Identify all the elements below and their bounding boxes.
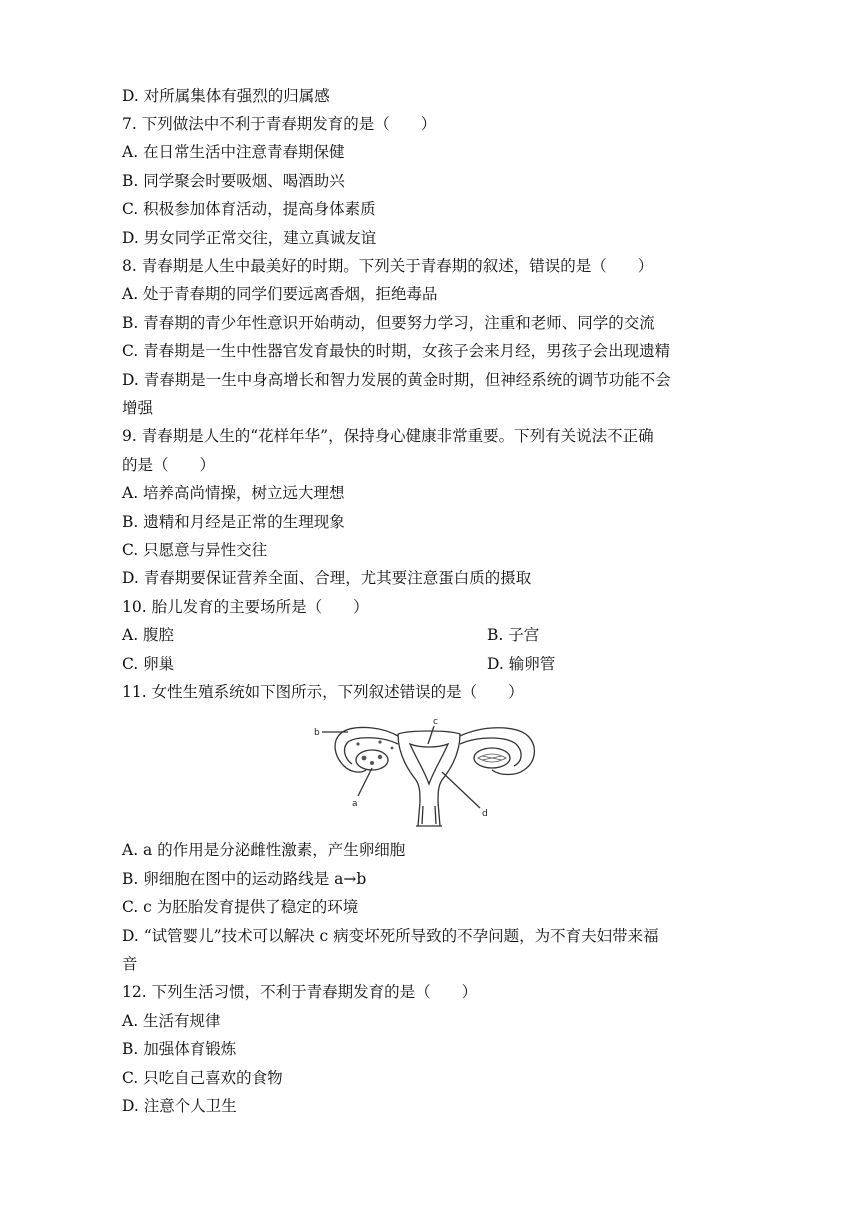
- q6-option-d: D. 对所属集体有强烈的归属感: [122, 87, 330, 105]
- q11-option-c: C. c 为胚胎发育提供了稳定的环境: [122, 898, 359, 916]
- q11-option-b: B. 卵细胞在图中的运动路线是 a→b: [122, 870, 367, 888]
- q12-option-b: B. 加强体育锻炼: [122, 1040, 237, 1058]
- q12-option-c: C. 只吃自己喜欢的食物: [122, 1069, 283, 1087]
- question-8: 8. 青春期是人生中最美好的时期。下列关于青春期的叙述，错误的是（ ）: [122, 257, 654, 275]
- label-a: a: [352, 799, 358, 809]
- q11-option-a: A. a 的作用是分泌雌性激素，产生卵细胞: [122, 841, 406, 859]
- q8-option-a: A. 处于青春期的同学们要远离香烟，拒绝毒品: [122, 285, 438, 303]
- question-9-cont: 的是（ ）: [122, 456, 216, 474]
- q9-option-c: C. 只愿意与异性交往: [122, 541, 268, 559]
- q11-option-d: D. “试管婴儿”技术可以解决 c 病变坏死所导致的不孕问题，为不育夫妇带来福: [122, 927, 659, 945]
- label-c: c: [433, 717, 438, 727]
- label-d: d: [482, 809, 488, 819]
- q8-option-d-cont: 增强: [122, 399, 154, 417]
- q7-option-d: D. 男女同学正常交往，建立真诚友谊: [122, 229, 377, 247]
- q7-option-a: A. 在日常生活中注意青春期保健: [122, 143, 345, 161]
- q7-option-c: C. 积极参加体育活动，提高身体素质: [122, 200, 376, 218]
- q10-option-c: C. 卵巢: [122, 655, 175, 673]
- q12-option-d: D. 注意个人卫生: [122, 1097, 237, 1115]
- question-12: 12. 下列生活习惯，不利于青春期发育的是（ ）: [122, 983, 478, 1001]
- question-9: 9. 青春期是人生的“花样年华”，保持身心健康非常重要。下列有关说法不正确: [122, 427, 654, 445]
- q10-option-a: A. 腹腔: [122, 626, 175, 644]
- uterus-drawing: [310, 714, 550, 834]
- q11-option-d-cont: 音: [122, 955, 138, 973]
- q8-option-b: B. 青春期的青少年性意识开始萌动，但要努力学习，注重和老师、同学的交流: [122, 314, 655, 332]
- question-10: 10. 胎儿发育的主要场所是（ ）: [122, 598, 369, 616]
- q8-option-c: C. 青春期是一生中性器官发育最快的时期，女孩子会来月经，男孩子会出现遗精: [122, 342, 671, 360]
- question-7: 7. 下列做法中不利于青春期发育的是（ ）: [122, 115, 437, 133]
- q7-option-b: B. 同学聚会时要吸烟、喝酒助兴: [122, 172, 345, 190]
- q8-option-d: D. 青春期是一生中身高增长和智力发展的黄金时期，但神经系统的调节功能不会: [122, 371, 671, 389]
- q9-option-d: D. 青春期要保证营养全面、合理，尤其要注意蛋白质的摄取: [122, 569, 532, 587]
- q9-option-a: A. 培养高尚情操，树立远大理想: [122, 484, 345, 502]
- reproductive-system-diagram: [310, 714, 550, 834]
- q9-option-b: B. 遗精和月经是正常的生理现象: [122, 513, 345, 531]
- label-b: b: [314, 728, 320, 738]
- q10-option-d: D. 输卵管: [487, 655, 556, 673]
- q12-option-a: A. 生活有规律: [122, 1012, 221, 1030]
- question-11: 11. 女性生殖系统如下图所示，下列叙述错误的是（ ）: [122, 683, 524, 701]
- q10-option-b: B. 子宫: [487, 626, 540, 644]
